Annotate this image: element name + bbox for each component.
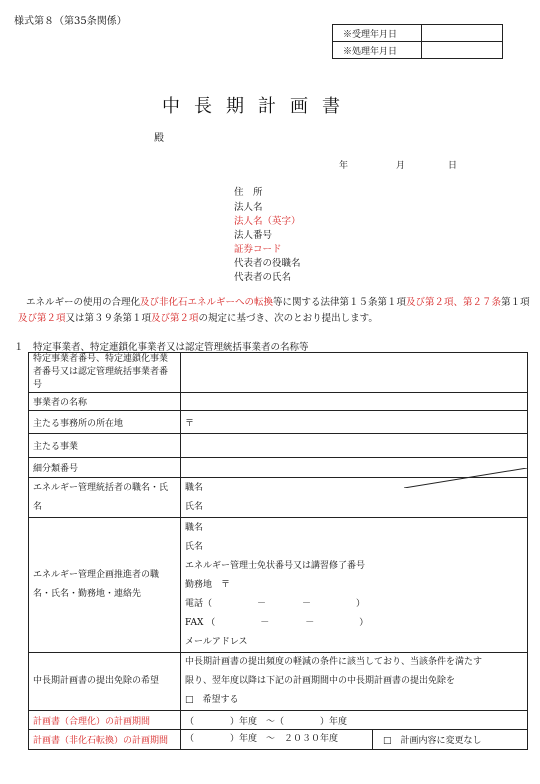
planner-label: エネルギー管理企画推進者の職名・氏名・勤務地・連絡先 [29, 518, 181, 653]
planner-fax-label: FAX （ － － ） [185, 617, 369, 628]
office-address-field[interactable] [181, 411, 528, 434]
document-title: 中長期計画書 [162, 96, 354, 117]
plan-period-nonfossil-value[interactable]: （ ）年度 ～ ２０３０年度 [181, 730, 373, 749]
plan-period-nonfossil-field[interactable] [181, 730, 528, 750]
statement-part-red: 及び第２項 [18, 313, 66, 324]
exemption-checkbox[interactable]: □ 希望する [185, 695, 239, 705]
manager-label: エネルギー管理統括者の職名・氏名 [29, 478, 181, 518]
date-day-label: 日 [448, 161, 458, 171]
planner-name-label: 氏名 [185, 541, 204, 552]
statement-part: 又は第３９条第１項 [65, 313, 152, 324]
applicant-rep-title-label: 代表者の役職名 [234, 258, 301, 269]
planner-workplace-label: 勤務地 〒 [185, 579, 231, 590]
receipt-date-box [332, 24, 503, 59]
main-business-label: 主たる事業 [29, 434, 181, 458]
planner-email-label: メールアドレス [185, 636, 248, 647]
no-change-checkbox[interactable]: □ 計画内容に変更なし [383, 736, 482, 746]
statement-part-red: 及び第２項、第２７条 [406, 297, 502, 308]
subcategory-label: 細分類番号 [29, 458, 181, 478]
applicant-address-label: 住 所 [234, 187, 263, 198]
received-date-label: ※受理年月日 [333, 25, 422, 42]
applicant-rep-name-label: 代表者の氏名 [234, 272, 292, 283]
statement-part: エネルギーの使用の合理化 [26, 297, 141, 308]
planner-phone-label: 電話（ － － ） [185, 598, 366, 609]
business-info-table [28, 352, 528, 750]
statement-part: 第１項 [501, 297, 530, 308]
planner-title-label: 職名 [185, 522, 204, 533]
exemption-text: 限り、翌年度以降は下記の計画期間中の中長期計画書の提出免除を [185, 676, 456, 686]
diagonal-line [404, 468, 527, 488]
statement-part-red: 及び第２項 [151, 313, 199, 324]
received-date-field[interactable] [422, 25, 503, 42]
main-business-field[interactable] [181, 434, 528, 458]
manager-name-label: 氏名 [185, 501, 204, 512]
manager-title-label: 職名 [185, 482, 204, 493]
applicant-securities-code-label: 証券コード [234, 244, 282, 255]
postal-mark: 〒 [185, 418, 195, 429]
business-name-field[interactable] [181, 393, 528, 411]
exemption-text: 中長期計画書の提出頻度の軽減の条件に該当しており、当該条件を満たす [185, 657, 483, 667]
subcategory-field[interactable] [181, 458, 528, 478]
applicant-corp-number-label: 法人番号 [234, 230, 273, 241]
business-name-label: 事業者の名称 [29, 393, 181, 411]
planner-license-label: エネルギー管理士免状番号又は講習修了番号 [185, 560, 366, 571]
statement-part: の規定に基づき、次のとおり提出します。 [198, 313, 378, 324]
subcategory-diagonal [404, 468, 527, 488]
business-number-field[interactable] [181, 353, 528, 393]
applicant-corp-name-en-label: 法人名（英字） [234, 216, 301, 227]
plan-period-rational-field[interactable]: （ ）年度 ～（ ）年度 [181, 711, 528, 730]
date-month-label: 月 [396, 161, 406, 171]
date-year-label: 年 [339, 161, 349, 171]
section-heading: １ 特定事業者、特定連鎖化事業者又は認定管理統括事業者の名称等 [14, 342, 309, 353]
planner-field[interactable] [181, 518, 528, 653]
business-number-label: 特定事業者番号、特定連鎖化事業者番号又は認定管理統括事業者番号 [29, 353, 181, 393]
statement-part-red: 及び非化石エネルギーへの転換 [140, 297, 274, 308]
processed-date-label: ※処理年月日 [333, 42, 422, 59]
processed-date-field[interactable] [422, 42, 503, 59]
plan-period-nonfossil-label: 計画書（非化石転換）の計画期間 [29, 730, 181, 750]
form-number: 様式第８（第35条関係） [14, 16, 127, 27]
exemption-field[interactable] [181, 653, 528, 711]
addressee-suffix: 殿 [154, 133, 164, 144]
office-address-label: 主たる事務所の所在地 [29, 411, 181, 434]
applicant-corp-name-label: 法人名 [234, 202, 263, 213]
submission-statement [18, 295, 530, 327]
statement-part: 等に関する法律第１５条第１項 [273, 297, 407, 308]
exemption-label: 中長期計画書の提出免除の希望 [29, 653, 181, 711]
plan-period-rational-label: 計画書（合理化）の計画期間 [29, 711, 181, 730]
